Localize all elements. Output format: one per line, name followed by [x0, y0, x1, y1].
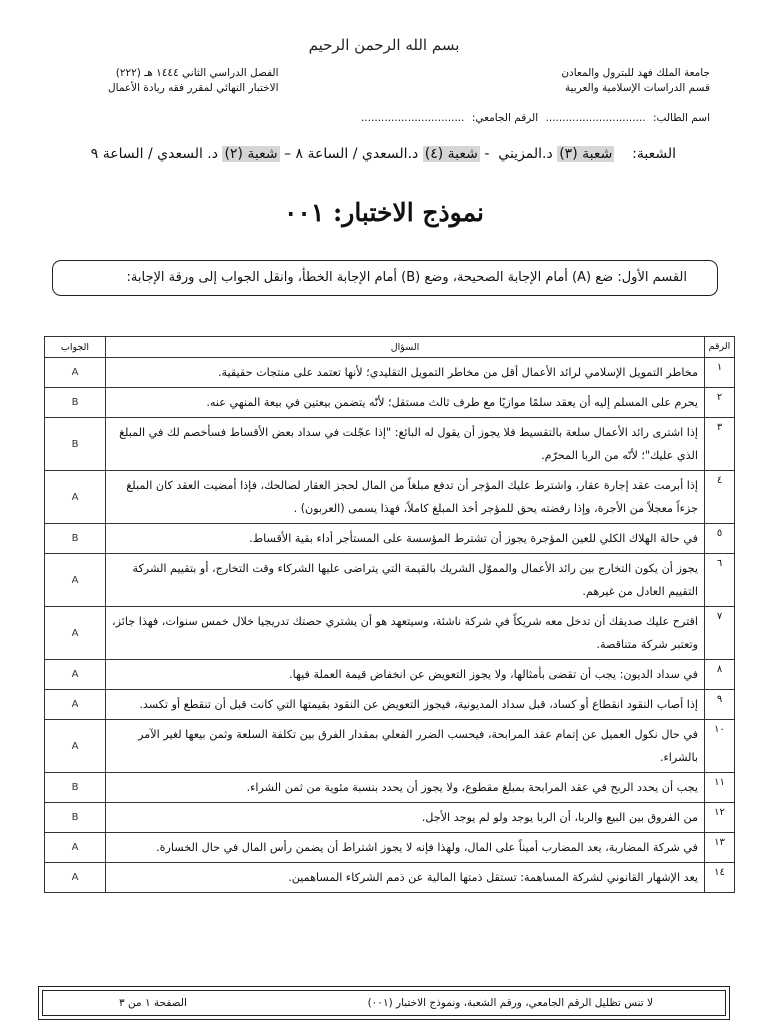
question-number: ٢ [705, 388, 735, 418]
table-row [45, 388, 735, 418]
question-text: في شركة المضاربة، يعد المضارب أميناً على المال، ولهذا فإنه لا يجوز اشتراط أن يضمن رأس المال في حال الخسارة. [106, 833, 705, 863]
question-text: من الفروق بين البيع والربا، أن الربا يوجد ولو لم يوجد الأجل. [106, 803, 705, 833]
question-text: يجوز أن يكون التخارج بين رائد الأعمال والمموّل الشريك بالقيمة التي يتراضى عليها الشركاء وقت التخارج، أو بتقييم الشركة التقييم العادل من غيرهم. [106, 554, 705, 607]
answer-cell: A [45, 863, 106, 893]
footer-note: لا تنس تظليل الرقم الجامعي، ورقم الشعبة، ونموذج الاختبار (٠٠١) [367, 997, 653, 1009]
question-number: ١٤ [705, 863, 735, 893]
question-number: ١٠ [705, 720, 735, 773]
exam-model-label: نموذج الاختبار: [333, 198, 484, 227]
question-text: في حالة الهلاك الكلي للعين المؤجرة يجوز أن تشترط المؤسسة على المستأجر أداء بقية الأقساط. [106, 524, 705, 554]
student-info-line [357, 112, 710, 124]
question-number: ٧ [705, 607, 735, 660]
table-row [45, 720, 735, 773]
question-text: إذا أبرمت عقد إجارة عقار، واشترط عليك المؤجر أن تدفع مبلغاً من المال لحجز العقار لصالحك، فإذا أمضيت العقد كان المبلغ جزءاً معجلاً من الأجرة، وإذا رفضته يحق للمؤجر أخذ المبلغ كاملاً، فهذا يسمى (العربون) . [106, 471, 705, 524]
question-number: ٤ [705, 471, 735, 524]
student-name-label: اسم الطالب: [652, 112, 710, 124]
section-separator: - [484, 146, 490, 162]
table-row [45, 690, 735, 720]
table-row [45, 773, 735, 803]
table-row [45, 554, 735, 607]
answer-cell: A [45, 607, 106, 660]
student-id-blank: ............................... [361, 112, 465, 124]
footer-box [38, 986, 730, 1020]
answer-cell: A [45, 833, 106, 863]
section-2-instructor: د. السعدي / الساعة ٩ [90, 146, 218, 162]
question-text: يحرم على المسلم إليه أن يعقد سلمًا موازيًا مع طرف ثالث مستقل؛ لأنّه يتضمن بيعتين في بيعة المنهي عنه. [106, 388, 705, 418]
section-4-instructor: د.السعدي / الساعة ٨ – [284, 146, 419, 162]
table-row [45, 863, 735, 893]
question-number: ١ [705, 358, 735, 388]
table-row [45, 803, 735, 833]
exam-model-title [0, 198, 768, 227]
question-text: إذا اشترى رائد الأعمال سلعة بالتقسيط فلا يجوز أن يقول له البائع: "إذا عجّلت في سداد بعض الأقساط فسأخصم لك في المبلغ الذي عليك"؛ لأنّه من الربا المحرّم. [106, 418, 705, 471]
section-3-instructor: د.المزيني [498, 146, 553, 162]
section-4-label: شعبة (٤) [424, 146, 478, 162]
answer-cell: B [45, 524, 106, 554]
header-answer: الجواب [45, 337, 106, 358]
header-question: السؤال [106, 337, 705, 358]
student-name-blank: .............................. [545, 112, 646, 124]
question-number: ١٣ [705, 833, 735, 863]
answer-cell: A [45, 471, 106, 524]
question-number: ٥ [705, 524, 735, 554]
question-text: في حال نكول العميل عن إتمام عقد المرابحة، فيحسب الضرر الفعلي بمقدار الفرق بين تكلفة السلعة وثمن بيعها لغير الآمر بالشراء. [106, 720, 705, 773]
answer-cell: B [45, 773, 106, 803]
question-number: ٦ [705, 554, 735, 607]
question-text: مخاطر التمويل الإسلامي لرائد الأعمال أقل من مخاطر التمويل التقليدي؛ لأنها تعتمد على منتجات حقيقية. [106, 358, 705, 388]
section-2-label: شعبة (٢) [224, 146, 278, 162]
sections-line [91, 146, 676, 162]
table-row [45, 524, 735, 554]
semester-text: الفصل الدراسي الثاني ١٤٤٤ هـ (٢٢٢) [115, 67, 279, 79]
basmala-header: بسم الله الرحمن الرحيم [308, 36, 460, 54]
table-header-row [45, 337, 735, 358]
university-name: جامعة الملك فهد للبترول والمعادن [561, 67, 710, 79]
student-id-label: الرقم الجامعي: [471, 112, 539, 124]
answer-cell: A [45, 720, 106, 773]
question-text: يعد الإشهار القانوني لشركة المساهمة: تستقل ذمتها المالية عن ذمم الشركاء المساهمين. [106, 863, 705, 893]
footer-inner-box [42, 990, 726, 1016]
answer-cell: B [45, 803, 106, 833]
table-row [45, 833, 735, 863]
answer-cell: A [45, 660, 106, 690]
question-number: ٨ [705, 660, 735, 690]
table-row [45, 358, 735, 388]
question-text: إذا أصاب النقود انقطاع أو كساد، قبل سداد المديونية، فيجوز التعويض عن النقود بقيمتها التي كانت قبل أن تنقطع أو تكسد. [106, 690, 705, 720]
answer-cell: B [45, 388, 106, 418]
question-text: في سداد الديون: يجب أن تقضى بأمثالها، ولا يجوز التعويض عن انخفاض قيمة العملة فيها. [106, 660, 705, 690]
question-number: ٩ [705, 690, 735, 720]
university-block [561, 66, 710, 96]
section-3-label: شعبة (٣) [559, 146, 613, 162]
semester-block [108, 66, 279, 96]
sections-label: الشعبة: [632, 146, 676, 162]
exam-model-number: ٠٠١ [284, 198, 325, 227]
table-row [45, 607, 735, 660]
question-number: ٣ [705, 418, 735, 471]
answer-cell: B [45, 418, 106, 471]
department-name: قسم الدراسات الإسلامية والعربية [564, 82, 710, 94]
table-row [45, 660, 735, 690]
answer-cell: A [45, 358, 106, 388]
instruction-box: القسم الأول: ضع (A) أمام الإجابة الصحيحة، وضع (B) أمام الإجابة الخطأ، وانقل الجواب إلى ورقة الإجابة: [52, 260, 718, 296]
question-text: يجب أن يحدد الربح في عقد المرابحة بمبلغ مقطوع، ولا يجوز أن يحدد بنسبة مئوية من ثمن الشراء. [106, 773, 705, 803]
exam-course-title: الاختبار النهائي لمقرر فقه ريادة الأعمال [108, 82, 279, 94]
table-row [45, 471, 735, 524]
question-number: ١١ [705, 773, 735, 803]
question-text: اقترح عليك صديقك أن تدخل معه شريكاً في شركة ناشئة، وسيتعهد هو أن يشتري حصتك تدريجيا خلال خمس سنوات، فهذا جائز، وتعتبر شركة متناقصة. [106, 607, 705, 660]
answer-cell: A [45, 690, 106, 720]
questions-table [44, 336, 735, 893]
table-row [45, 418, 735, 471]
answer-cell: A [45, 554, 106, 607]
header-number: الرقم [705, 337, 735, 358]
page-number: الصفحة ١ من ٣ [119, 997, 187, 1009]
question-number: ١٢ [705, 803, 735, 833]
